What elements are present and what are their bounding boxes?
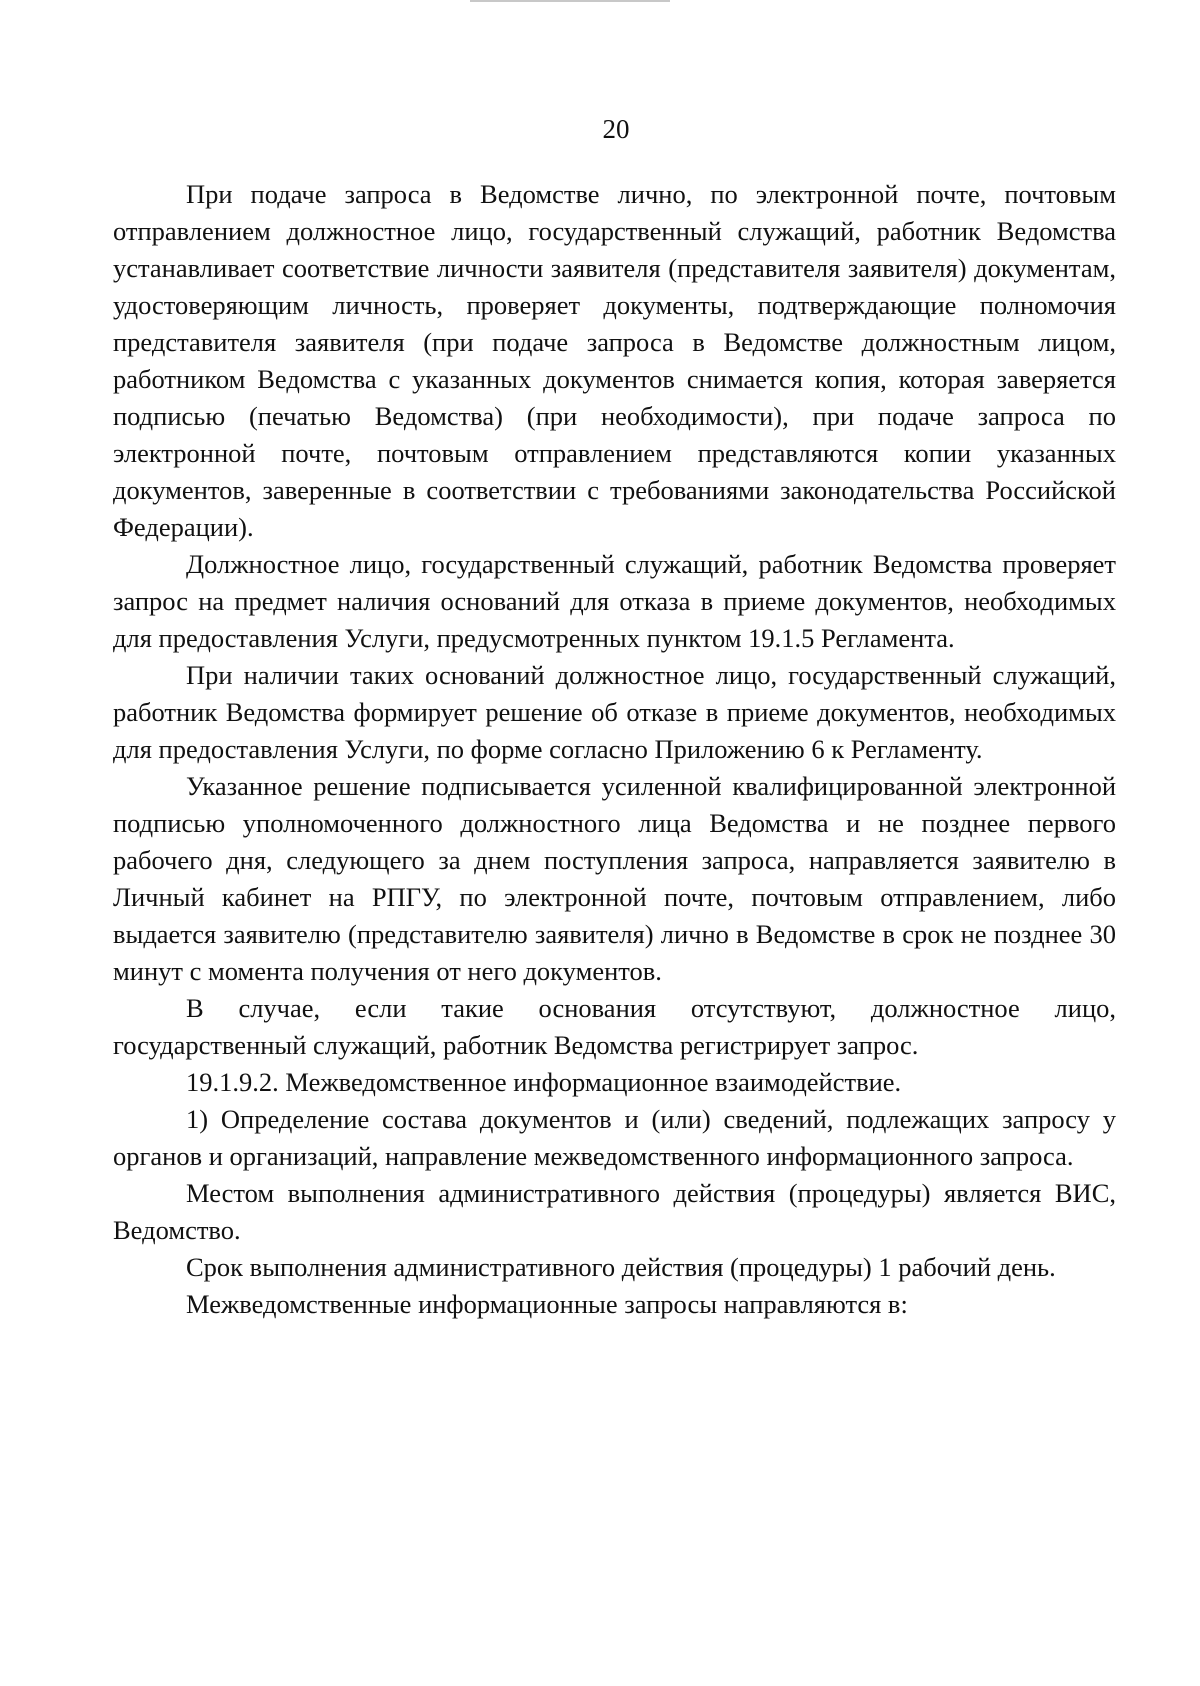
paragraph-refusal-decision: При наличии таких оснований должностное лицо, государственный служащий, работник Ведомства формирует решение об отказе в приеме документов, необходимых для предоставления Услуги, по форме согласно Приложению 6 к Регламенту. — [113, 660, 1116, 764]
scan-top-edge-line — [470, 0, 670, 2]
paragraph-requests-sent: Межведомственные информационные запросы направляются в: — [186, 1289, 908, 1319]
body-text — [113, 176, 1116, 1323]
paragraph-item-1: 1) Определение состава документов и (или) сведений, подлежащих запросу у органов и организаций, направление межведомственного информационного запроса. — [113, 1104, 1116, 1171]
section-heading-interagency: 19.1.9.2. Межведомственное информационное взаимодействие. — [186, 1067, 902, 1097]
paragraph-decision-signing: Указанное решение подписывается усиленной квалифицированной электронной подписью уполномоченного должностного лица Ведомства и не позднее первого рабочего дня, следующего за днем поступления запроса, направляется заявителю в Личный кабинет на РПГУ, по электронной почте, почтовым отправлением, либо выдается заявителю (представителю заявителя) лично в Ведомстве в срок не позднее 30 минут с момента получения от него документов. — [113, 771, 1116, 986]
paragraph-place: Местом выполнения административного действия (процедуры) является ВИС, Ведомство. — [113, 1178, 1116, 1245]
paragraph-registration: В случае, если такие основания отсутствуют, должностное лицо, государственный служащий, работник Ведомства регистрирует запрос. — [113, 993, 1116, 1060]
paragraph-identity-verification: При подаче запроса в Ведомстве лично, по электронной почте, почтовым отправлением должностное лицо, государственный служащий, работник Ведомства устанавливает соответствие личности заявителя (представителя заявителя) документам, удостоверяющим личность, проверяет документы, подтверждающие полномочия представителя заявителя (при подаче запроса в Ведомстве должностным лицом, работником Ведомства с указанных документов снимается копия, которая заверяется подписью (печатью Ведомства) (при необходимости), при подаче запроса по электронной почте, почтовым отправлением представляются копии указанных документов, заверенные в соответствии с требованиями законодательства Российской Федерации). — [113, 179, 1116, 542]
paragraph-request-check: Должностное лицо, государственный служащий, работник Ведомства проверяет запрос на предмет наличия оснований для отказа в приеме документов, необходимых для предоставления Услуги, предусмотренных пунктом 19.1.5 Регламента. — [113, 549, 1116, 653]
paragraph-term: Срок выполнения административного действия (процедуры) 1 рабочий день. — [186, 1252, 1056, 1282]
page-number: 20 — [602, 114, 630, 144]
